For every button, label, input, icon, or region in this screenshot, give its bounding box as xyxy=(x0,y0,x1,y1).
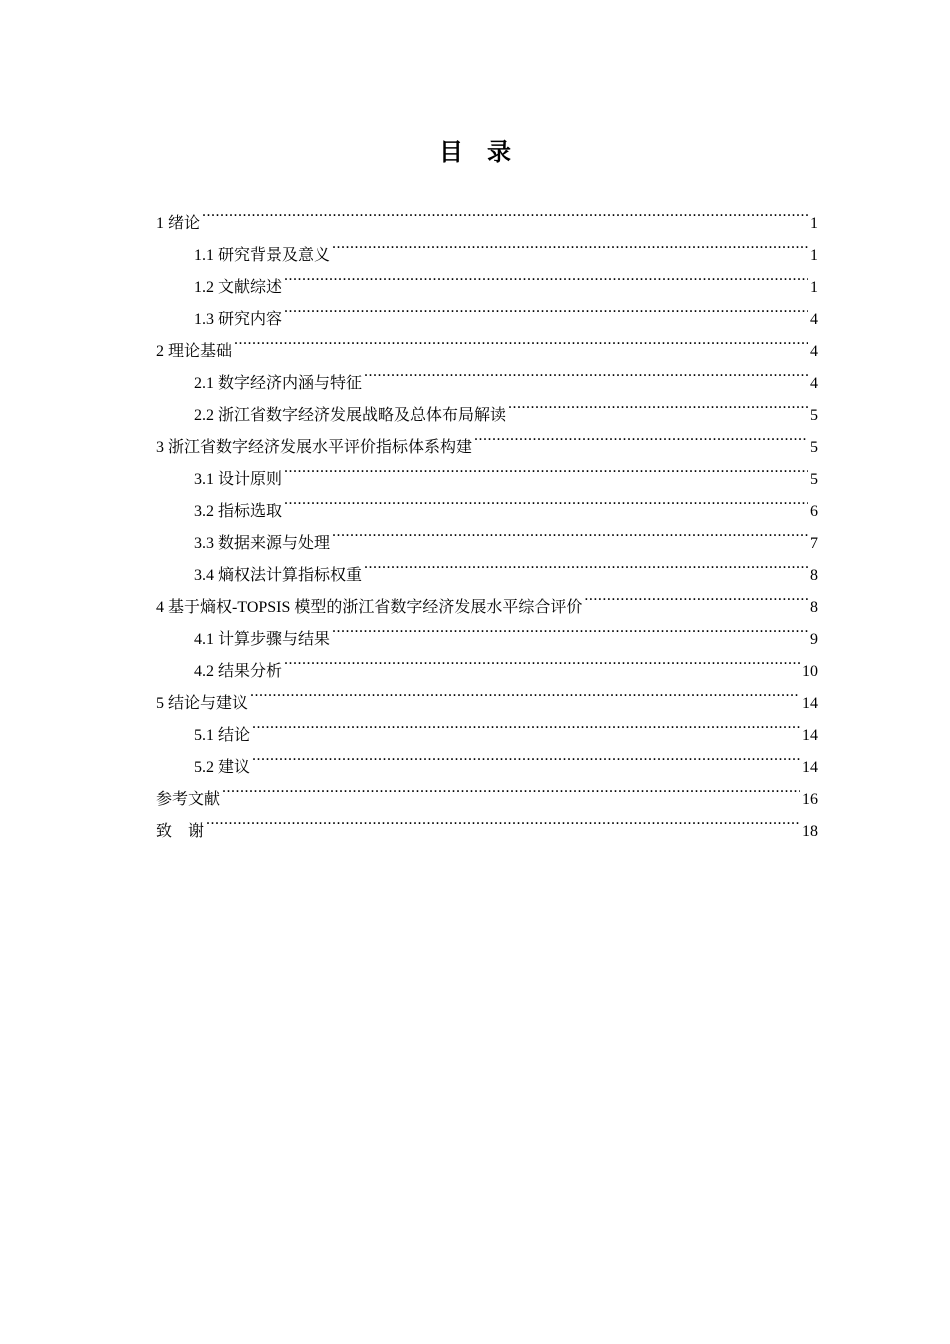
toc-entry-label: 1.3 研究内容 xyxy=(194,311,283,328)
toc-entry-page: 4 xyxy=(810,343,818,360)
toc-dot-leader xyxy=(332,612,808,644)
toc-entry-page: 16 xyxy=(802,791,818,808)
toc-entry-label: 4 基于熵权-TOPSIS 模型的浙江省数字经济发展水平综合评价 xyxy=(156,599,583,616)
toc-entry-label: 1 绪论 xyxy=(156,215,201,232)
toc-entry-page: 6 xyxy=(810,503,818,520)
toc-entry-page: 14 xyxy=(802,759,818,776)
toc-dot-leader xyxy=(234,324,808,356)
toc-entry-page: 8 xyxy=(810,599,818,616)
toc-entry-page: 9 xyxy=(810,631,818,648)
toc-entry-label: 致 谢 xyxy=(156,823,205,840)
toc-dot-leader xyxy=(332,228,808,260)
toc-entry-page: 14 xyxy=(802,695,818,712)
toc-entry-label: 4.2 结果分析 xyxy=(194,663,283,680)
toc-dot-leader xyxy=(364,356,808,388)
toc-entry-label: 5.1 结论 xyxy=(194,727,251,744)
toc-entry-label: 2.2 浙江省数字经济发展战略及总体布局解读 xyxy=(194,407,507,424)
toc-entry-page: 5 xyxy=(810,471,818,488)
toc-entry-label: 3 浙江省数字经济发展水平评价指标体系构建 xyxy=(156,439,473,456)
toc-entry-page: 5 xyxy=(810,439,818,456)
toc-entry[interactable] xyxy=(156,356,818,392)
toc-entry-page: 4 xyxy=(810,375,818,392)
toc-dot-leader xyxy=(252,740,800,772)
toc-entry-page: 14 xyxy=(802,727,818,744)
table-of-contents xyxy=(156,196,818,840)
toc-entry-label: 3.2 指标选取 xyxy=(194,503,283,520)
toc-entry-page: 7 xyxy=(810,535,818,552)
toc-entry-label: 1.2 文献综述 xyxy=(194,279,283,296)
page-title: 目 录 xyxy=(439,138,511,166)
toc-entry[interactable] xyxy=(156,228,818,264)
toc-dot-leader xyxy=(508,388,808,420)
toc-entry[interactable] xyxy=(156,324,818,360)
toc-dot-leader xyxy=(252,708,800,740)
toc-entry[interactable] xyxy=(156,708,818,744)
toc-dot-leader xyxy=(206,804,800,836)
toc-dot-leader xyxy=(202,196,808,228)
toc-dot-leader xyxy=(284,452,808,484)
toc-dot-leader xyxy=(222,772,800,804)
toc-entry-label: 5.2 建议 xyxy=(194,759,251,776)
toc-dot-leader xyxy=(284,484,808,516)
toc-entry[interactable] xyxy=(156,196,818,232)
toc-entry-label: 2.1 数字经济内涵与特征 xyxy=(194,375,363,392)
toc-entry-label: 2 理论基础 xyxy=(156,343,233,360)
toc-entry-page: 10 xyxy=(802,663,818,680)
toc-entry-page: 18 xyxy=(802,823,818,840)
toc-entry-label: 4.1 计算步骤与结果 xyxy=(194,631,331,648)
toc-dot-leader xyxy=(284,644,800,676)
toc-entry-page: 1 xyxy=(810,215,818,232)
toc-entry-label: 1.1 研究背景及意义 xyxy=(194,247,331,264)
toc-dot-leader xyxy=(364,548,808,580)
toc-entry-label: 3.3 数据来源与处理 xyxy=(194,535,331,552)
toc-entry-label: 5 结论与建议 xyxy=(156,695,249,712)
toc-entry[interactable] xyxy=(156,772,818,808)
toc-entry-label: 3.4 熵权法计算指标权重 xyxy=(194,567,363,584)
toc-entry[interactable] xyxy=(156,740,818,776)
toc-dot-leader xyxy=(332,516,808,548)
toc-entry-label: 3.1 设计原则 xyxy=(194,471,283,488)
toc-entry-page: 1 xyxy=(810,279,818,296)
toc-entry-label: 参考文献 xyxy=(156,791,221,808)
toc-entry-page: 5 xyxy=(810,407,818,424)
toc-entry-page: 8 xyxy=(810,567,818,584)
toc-dot-leader xyxy=(584,580,808,612)
toc-entry[interactable] xyxy=(156,804,818,840)
toc-entry-page: 1 xyxy=(810,247,818,264)
toc-dot-leader xyxy=(474,420,808,452)
toc-entry-page: 4 xyxy=(810,311,818,328)
toc-dot-leader xyxy=(250,676,800,708)
toc-dot-leader xyxy=(284,260,808,292)
toc-entry[interactable] xyxy=(156,676,818,712)
toc-dot-leader xyxy=(284,292,808,324)
